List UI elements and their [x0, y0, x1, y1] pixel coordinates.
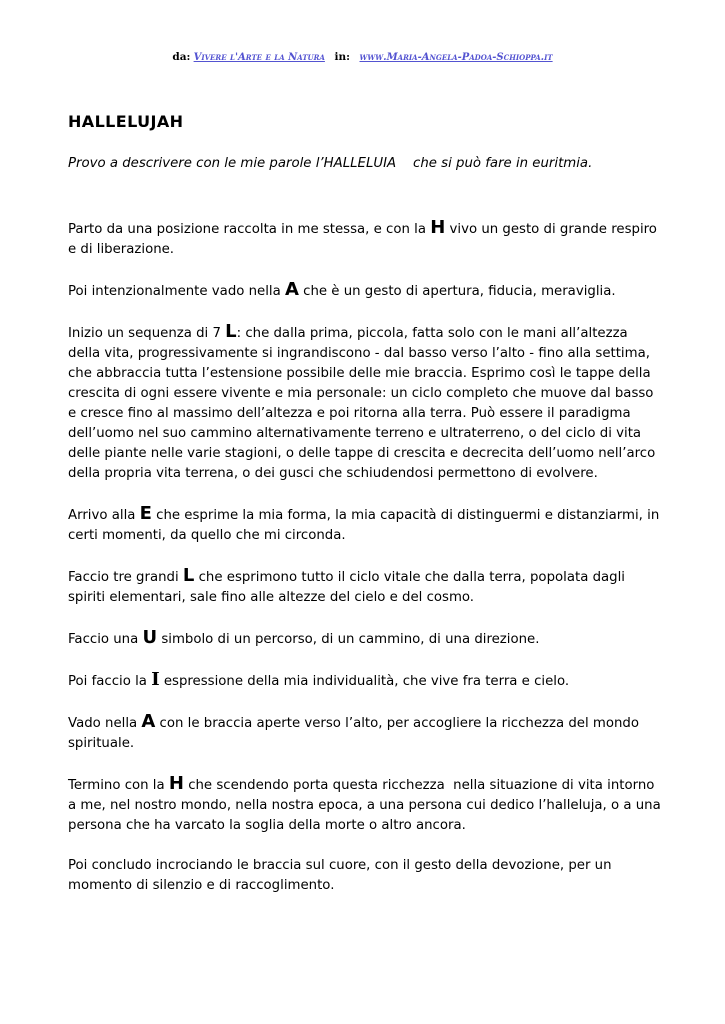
text-run: che esprimono tutto il ciclo vitale che dalla terra, popolata dagli spiriti elementari, sale fino alle altezze del cielo e del cosmo.: [68, 570, 630, 605]
text-run: Poi concludo incrociando le braccia sul cuore, con il gesto della devozione, per un momento di silenzio e di raccoglimento.: [68, 858, 616, 893]
website-link[interactable]: www.Maria-Angela-Padoa-Schioppa.it: [359, 52, 553, 63]
paragraph: [68, 712, 663, 754]
paragraph: [68, 670, 663, 692]
eurythmy-letter: H: [430, 217, 446, 238]
eurythmy-letter: A: [285, 279, 299, 300]
text-run: Faccio tre grandi: [68, 570, 183, 585]
text-run: Vado nella: [68, 716, 142, 731]
paragraph: [68, 856, 663, 896]
text-run: Poi faccio la: [68, 674, 152, 689]
paragraph: [68, 280, 663, 302]
text-run: Inizio un sequenza di 7: [68, 326, 226, 341]
citation-prefix-label: da:: [172, 51, 191, 63]
paragraph: [68, 628, 663, 650]
citation-header: [0, 51, 725, 64]
text-run: Termino con la: [68, 778, 169, 793]
eurythmy-letter: H: [168, 773, 184, 794]
paragraph: [68, 504, 663, 546]
paragraph: [68, 774, 663, 836]
text-run: simbolo di un percorso, di un cammino, di una direzione.: [157, 632, 540, 647]
text-run: Arrivo alla: [68, 508, 140, 523]
source-title-link[interactable]: Vivere l'Arte e la Natura: [193, 52, 325, 63]
text-run: Poi intenzionalmente vado nella: [68, 284, 285, 299]
eurythmy-letter: L: [225, 321, 237, 342]
text-run: : che dalla prima, piccola, fatta solo con le mani all’altezza della vita, progressivamente si ingrandiscono - dal basso verso l’alto - fino alla settima, che abbraccia tutta l’estensione possibile delle mie braccia. Esprimo così le tappe della crescita di ogni essere vivente e mia personale: un ciclo completo che muove dal basso e cresce fino al massimo dell’altezza e poi ritorna alla terra. Può essere il paradigma dell’uomo nel suo cammino alternativamente terreno e ultraterreno, o del ciclo di vita delle piante nelle varie stagioni, o delle tappe di crescita e decrecita dell’uomo nell’arco della propria vita terrena, o dei gusci che schiudendosi permettono di evolvere.: [68, 326, 660, 481]
subtitle: Provo a descrivere con le mie parole l’HALLELUIA che si può fare in euritmia.: [68, 156, 593, 171]
paragraph: [68, 218, 663, 260]
text-column: [68, 112, 663, 916]
text-run: che è un gesto di apertura, fiducia, meraviglia.: [298, 284, 616, 299]
eurythmy-letter: E: [139, 503, 152, 524]
citation-infix-label: in:: [334, 51, 350, 63]
text-run: con le braccia aperte verso l’alto, per accogliere la ricchezza del mondo spirituale.: [68, 716, 644, 751]
paragraph: [68, 566, 663, 608]
text-run: che scendendo porta questa ricchezza nella situazione di vita intorno a me, nel nostro mondo, nella nostra epoca, a una persona cui dedico l’halleluja, o a una persona che ha varcato la soglia della morte o altro ancora.: [68, 778, 665, 833]
document-body: [68, 218, 663, 896]
eurythmy-letter: A: [141, 711, 156, 732]
page-title: HALLELUJAH: [68, 112, 184, 131]
text-run: espressione della mia individualità, che vive fra terra e cielo.: [159, 674, 570, 689]
text-run: vivo un gesto di grande respiro e di liberazione.: [68, 222, 662, 257]
eurythmy-letter: I: [151, 669, 160, 690]
paragraph: [68, 322, 663, 484]
text-run: Parto da una posizione raccolta in me stessa, e con la: [68, 222, 431, 237]
eurythmy-letter: L: [182, 565, 195, 586]
text-run: che esprime la mia forma, la mia capacità di distinguermi e distanziarmi, in certi momenti, da quello che mi circonda.: [68, 508, 664, 543]
eurythmy-letter: U: [142, 627, 158, 648]
text-run: Faccio una: [68, 632, 143, 647]
